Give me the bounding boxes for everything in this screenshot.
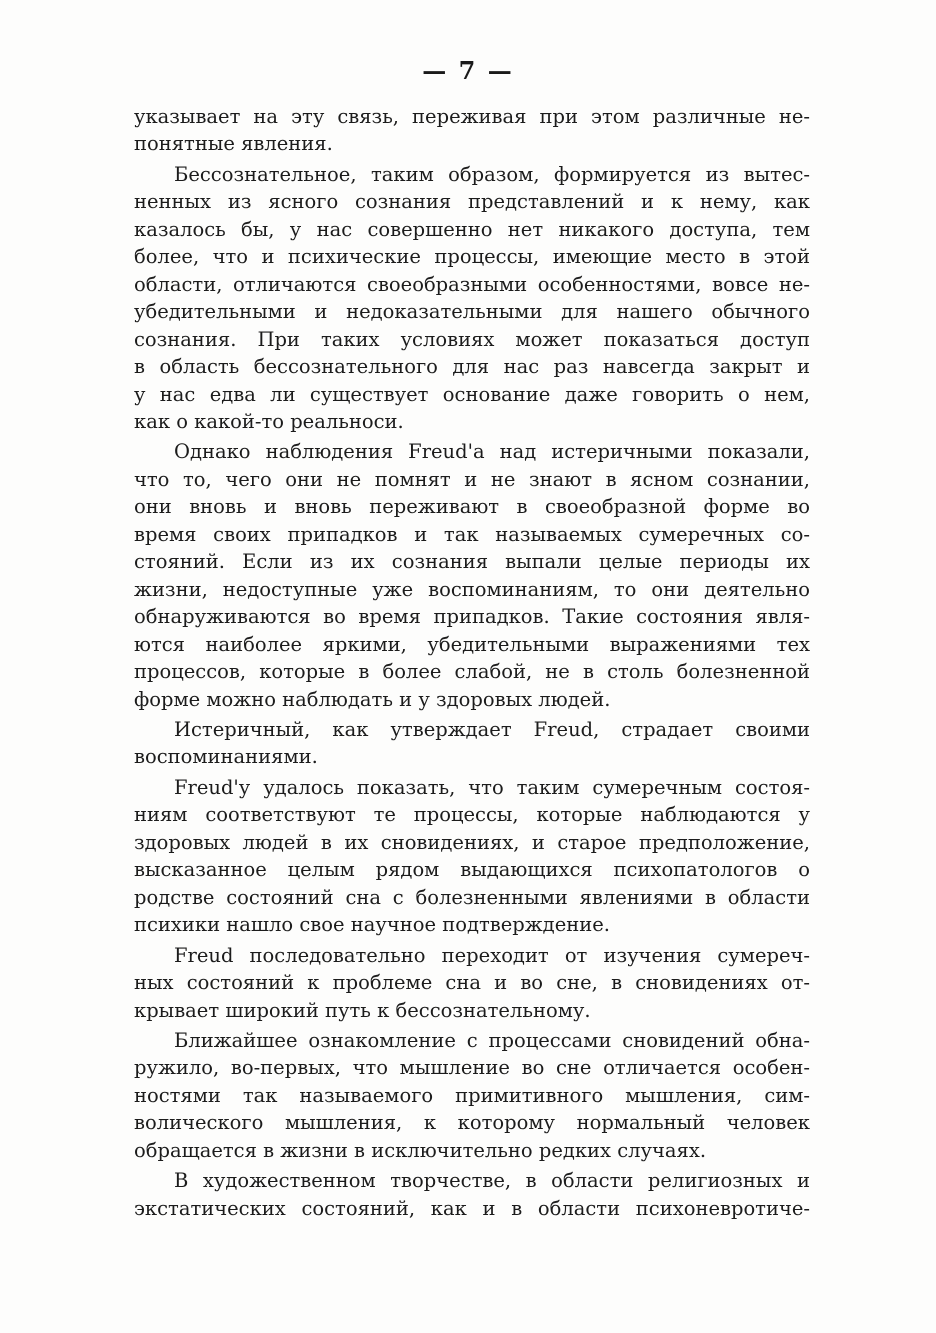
text-line: Однако наблюдения Freud'а над истеричными показали,	[174, 440, 810, 464]
text-line: они вновь и вновь переживают в своеобразной форме во	[134, 495, 810, 519]
text-line: высказанное целым рядом выдающихся психопатологов о	[134, 858, 810, 882]
text-line: области, отличаются своеобразными особенностями, вовсе не-	[134, 272, 810, 296]
paragraph	[134, 716, 810, 771]
text-line: Freud'у удалось показать, что таким сумеречным состоя-	[174, 775, 810, 799]
text-line: сознания. При таких условиях может показаться доступ	[134, 327, 810, 351]
text-line: убедительными и недоказательными для нашего обычного	[134, 300, 810, 324]
text-line: ниям соответствуют те процессы, которые наблюдаются у	[134, 803, 810, 827]
text-line: обращается в жизни в исключительно редких случаях.	[134, 1138, 707, 1162]
text-line: ненных из ясного сознания представлений и к нему, как	[134, 190, 810, 214]
text-line: экстатических состояний, как и в области психоневротиче-	[134, 1196, 810, 1220]
text-line: Истеричный, как утверждает Freud, страдает своими	[174, 717, 810, 741]
text-line: у нас едва ли существует основание даже говорить о нем,	[134, 382, 810, 406]
text-line: ружило, во-первых, что мышление во сне отличается особен-	[134, 1056, 810, 1080]
paragraph	[134, 942, 810, 1024]
text-line: что то, чего они не помнят и не знают в ясном сознании,	[134, 467, 810, 491]
paragraph	[134, 774, 810, 939]
page-number: — 7 —	[422, 56, 514, 85]
body-text	[134, 103, 810, 1222]
text-line: волического мышления, к которому нормальный человек	[134, 1111, 810, 1135]
text-line: В художественном творчестве, в области религиозных и	[174, 1169, 810, 1193]
text-line: ных состояний к проблеме сна и во сне, в сновидениях от-	[134, 971, 810, 995]
text-line: форме можно наблюдать и у здоровых людей.	[134, 687, 611, 711]
text-line: ются наиболее яркими, убедительными выражениями тех	[134, 632, 810, 656]
text-line: Бессознательное, таким образом, формируется из вытес-	[174, 162, 810, 186]
text-line: здоровых людей в их сновидениях, и старое предположение,	[134, 830, 810, 854]
text-line: Freud последовательно переходит от изучения сумереч-	[174, 943, 810, 967]
text-line: родстве состояний сна с болезненными явлениями в области	[134, 885, 810, 909]
text-line: время своих припадков и так называемых сумеречных со-	[134, 522, 810, 546]
text-line: в область бессознательного для нас раз навсегда закрыт и	[134, 355, 810, 379]
text-line: Ближайшее ознакомление с процессами сновидений обна-	[174, 1028, 810, 1052]
paragraph	[134, 1167, 810, 1222]
text-line: стояний. Если из их сознания выпали целые периоды их	[134, 550, 810, 574]
text-line: ностями так называемого примитивного мышления, сим-	[134, 1083, 810, 1107]
text-line: казалось бы, у нас совершенно нет никакого доступа, тем	[134, 217, 810, 241]
text-line: психики нашло свое научное подтверждение.	[134, 913, 610, 937]
text-line: крывает широкий путь к бессознательному.	[134, 998, 591, 1022]
text-line: понятные явления.	[134, 132, 333, 156]
paragraph	[134, 1027, 810, 1164]
paragraph	[134, 161, 810, 436]
paragraph	[134, 103, 810, 158]
text-line: обнаруживаются во время припадков. Такие состояния явля-	[134, 605, 810, 629]
text-line: как о какой-то реальноси.	[134, 409, 404, 433]
text-line: более, что и психические процессы, имеющие место в этой	[134, 245, 810, 269]
text-line: указывает на эту связь, переживая при этом различные не-	[134, 105, 810, 128]
text-line: жизни, недоступные уже воспоминаниям, то они деятельно	[134, 577, 810, 601]
text-line: воспоминаниями.	[134, 745, 318, 769]
paragraph	[134, 438, 810, 713]
text-line: процессов, которые в более слабой, не в столь болезненной	[134, 660, 810, 684]
